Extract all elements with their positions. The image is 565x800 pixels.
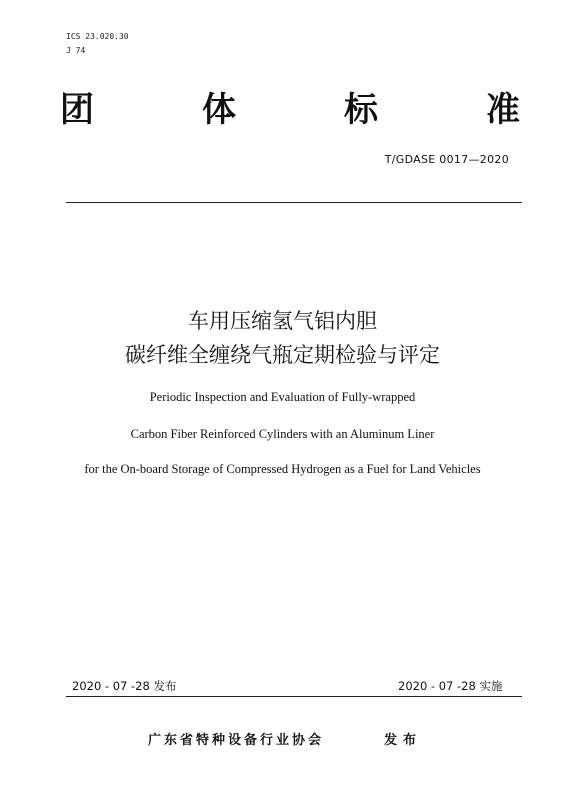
- title-en-line-2: Carbon Fiber Reinforced Cylinders with an Aluminum Liner: [130, 427, 435, 441]
- standard-type-char: 标: [344, 90, 378, 130]
- issue-date: 2020 - 07 -28 发布: [72, 679, 177, 693]
- title-en-line-3: for the On-board Storage of Compressed Hydrogen as a Fuel for Land Vehicles: [84, 462, 481, 476]
- standard-type-char: 体: [202, 90, 236, 130]
- standard-type-heading: [60, 82, 520, 131]
- header-divider: [66, 202, 522, 203]
- title-zh-line-1: 车用压缩氢气铝内胆: [188, 309, 377, 333]
- title-en-line-1: Periodic Inspection and Evaluation of Fully-wrapped: [149, 390, 416, 404]
- footer-divider: [66, 696, 522, 697]
- standard-code: T/GDASE 0017—2020: [384, 153, 509, 166]
- implement-date: 2020 - 07 -28 实施: [398, 679, 503, 693]
- ccs-code: J 74: [66, 46, 86, 55]
- issuer-name: 广东省特种设备行业协会: [148, 733, 325, 748]
- issuer-action: 发布: [384, 733, 423, 748]
- title-zh-line-2: 碳纤维全缠绕气瓶定期检验与评定: [125, 343, 440, 367]
- standard-type-char: 准: [486, 90, 520, 130]
- standard-type-char: 团: [60, 90, 94, 130]
- ics-code: ICS 23.020.30: [66, 32, 129, 41]
